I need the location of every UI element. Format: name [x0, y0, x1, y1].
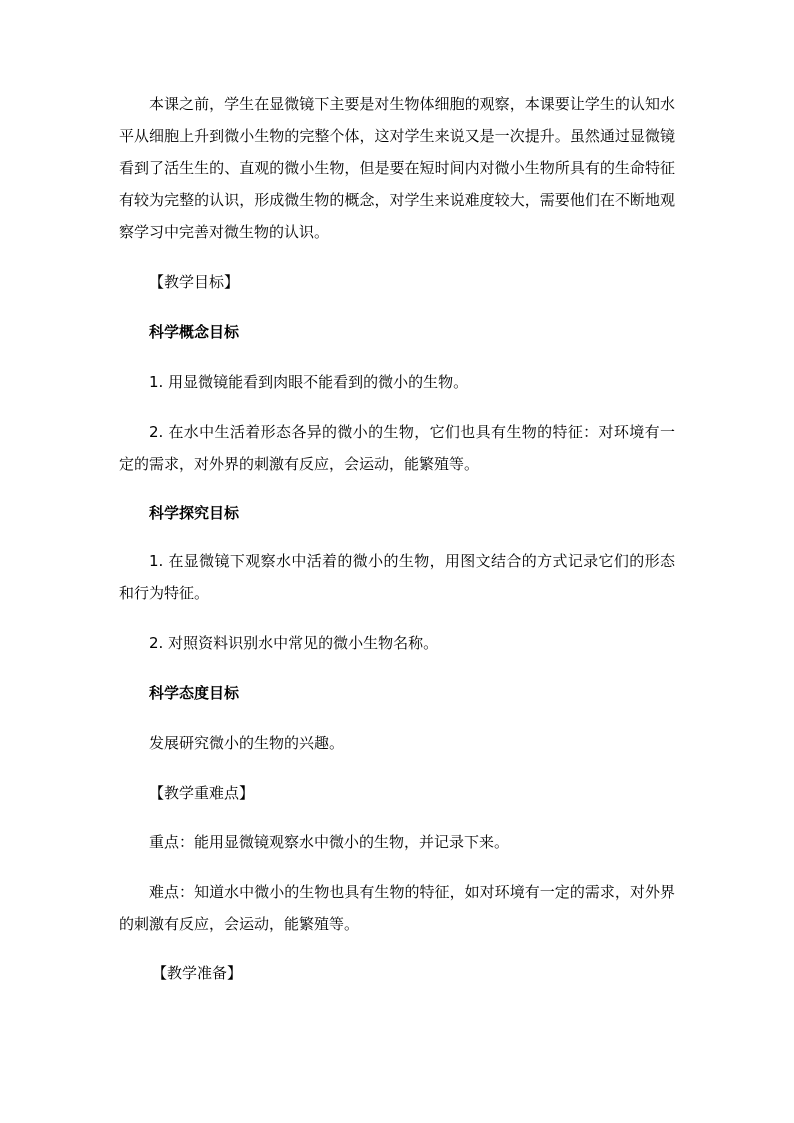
attitude-objectives-heading: 科学态度目标	[149, 684, 240, 702]
concept-objectives-heading: 科学概念目标	[149, 323, 240, 341]
inquiry-objective-2: 2. 对照资料识别水中常见的微小生物名称。	[149, 634, 439, 652]
objectives-heading: 【教学目标】	[149, 273, 240, 291]
inquiry-objective-1: 1. 在显微镜下观察水中活着的微小的生物，用图文结合的方式记录它们的形态和行为特征。	[119, 552, 675, 602]
preparation-heading: 【教学准备】	[152, 964, 243, 982]
intro-paragraph: 本课之前，学生在显微镜下主要是对生物体细胞的观察，本课要让学生的认知水平从细胞上升到微小生物的完整个体，这对学生来说又是一次提升。虽然通过显微镜看到了活生生的、直观的微小生物，但是要在短时间内对微小生物所具有的生命特征有较为完整的认识，形成微生物的概念，对学生来说难度较大，需要他们在不断地观察学习中完善对微生物的认识。	[119, 95, 675, 241]
inquiry-objectives-heading: 科学探究目标	[149, 504, 240, 522]
concept-objective-2: 2. 在水中生活着形态各异的微小的生物，它们也具有生物的特征：对环境有一定的需求，对外界的刺激有反应，会运动，能繁殖等。	[119, 423, 675, 473]
keypoints-heading: 【教学重难点】	[149, 784, 255, 802]
difficulty-text: 难点：知道水中微小的生物也具有生物的特征，如对环境有一定的需求，对外界的刺激有反应，会运动，能繁殖等。	[119, 883, 675, 933]
concept-objective-1: 1. 用显微镜能看到肉眼不能看到的微小的生物。	[149, 373, 469, 391]
attitude-objective-1: 发展研究微小的生物的兴趣。	[149, 734, 345, 752]
focus-text: 重点：能用显微镜观察水中微小的生物，并记录下来。	[149, 833, 510, 851]
